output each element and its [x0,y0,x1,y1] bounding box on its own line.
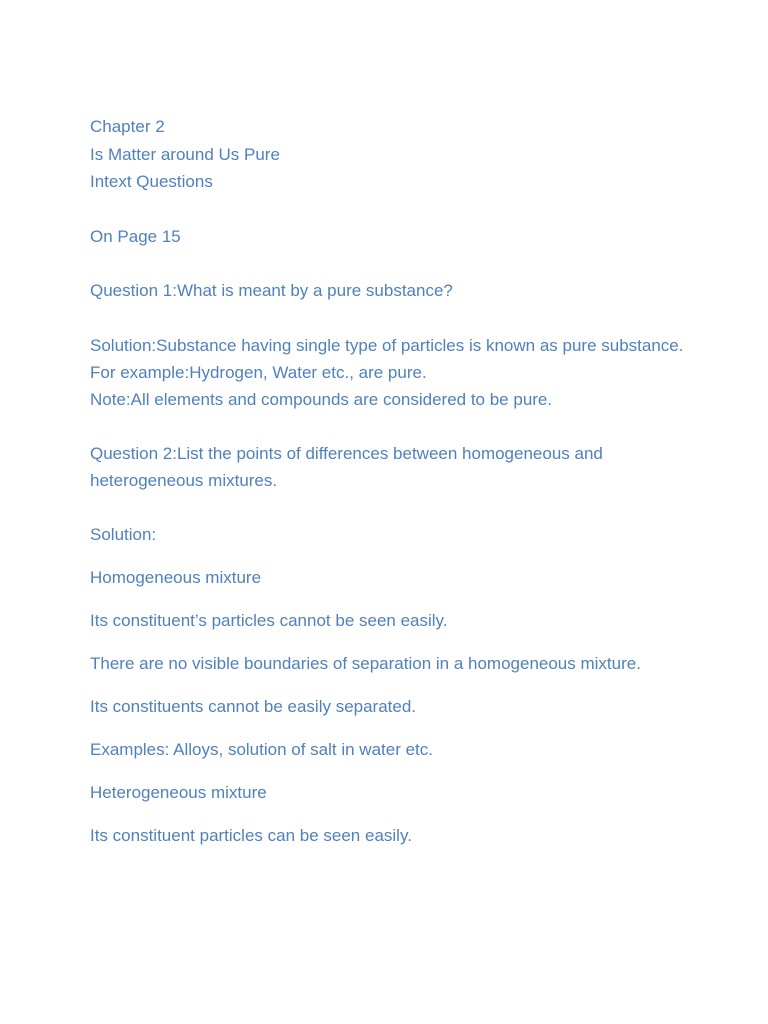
spacer [90,413,690,440]
list-item: There are no visible boundaries of separation in a homogeneous mixture. [90,653,641,673]
spacer [90,250,690,277]
section-subtitle: Intext Questions [90,172,213,191]
spacer [90,196,690,223]
solution-1-text: Solution:Substance having single type of particles is known as pure substance. [90,335,684,355]
chapter-title: Is Matter around Us Pure [90,144,280,164]
list-item: Examples: Alloys, solution of salt in water etc. [90,739,433,759]
question-1: Question 1:What is meant by a pure substance? [90,281,453,300]
list-item: Its constituent particles can be seen easily. [90,825,412,845]
list-item: Heterogeneous mixture [90,782,267,802]
spacer [90,494,690,521]
solution-1-note: Note:All elements and compounds are considered to be pure. [90,389,553,409]
solution-1-example: For example:Hydrogen, Water etc., are pure. [90,362,427,382]
document-page [90,113,690,865]
question-2: Question 2:List the points of differences between homogeneous and heterogeneous mixtures. [90,443,603,490]
list-item: Its constituent’s particles cannot be seen easily. [90,610,448,630]
chapter-label: Chapter 2 [90,117,165,136]
solution-2-label: Solution: [90,524,157,544]
page-reference: On Page 15 [90,226,181,246]
list-item: Homogeneous mixture [90,567,262,587]
spacer [90,305,690,332]
list-item: Its constituents cannot be easily separated. [90,696,417,716]
